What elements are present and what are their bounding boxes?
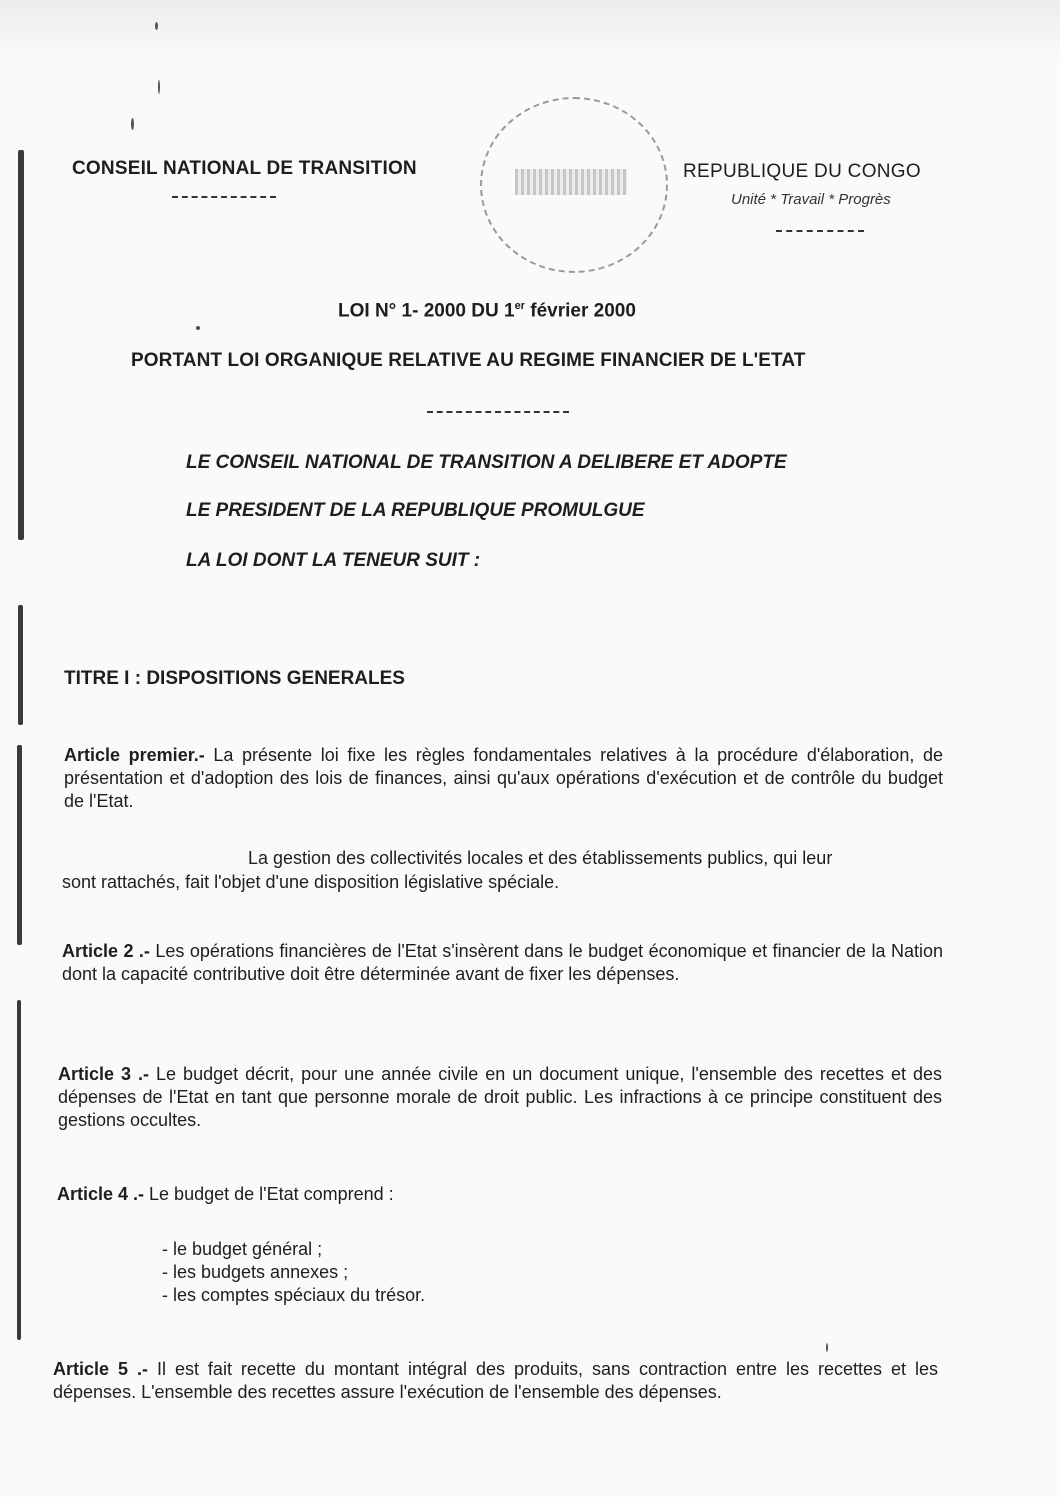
- stamp-text-illegible: [515, 169, 627, 195]
- article-1-paragraph-2: La gestion des collectivités locales et des établissements publics, qui leur: [248, 848, 833, 868]
- scan-shadow: [0, 0, 1060, 60]
- article-3: Article 3 .- Le budget décrit, pour une année civile en un document unique, l'ensemble des recettes et des dépenses de l'Etat en tant que personne morale de droit public. Les infractions à ce principe constituent des gestions occultes.: [58, 1064, 942, 1130]
- section-heading: TITRE I : DISPOSITIONS GENERALES: [64, 668, 405, 689]
- issuer-name: CONSEIL NATIONAL DE TRANSITION: [72, 158, 417, 179]
- scan-edge-mark: [18, 605, 23, 725]
- article-5: Article 5 .- Il est fait recette du montant intégral des produits, sans contraction entre les recettes et les dépenses. L'ensemble des recettes assure l'exécution de l'ensemble des dépenses.: [53, 1359, 938, 1402]
- article-2: Article 2 .- Les opérations financières de l'Etat s'insèrent dans le budget économique et financier de la Nation dont la capacité contributive doit être déterminée avant de fixer les dépenses.: [62, 941, 944, 984]
- scan-speck: [158, 80, 160, 94]
- divider: [172, 196, 276, 198]
- divider: [776, 230, 864, 232]
- scan-speck: [131, 118, 134, 130]
- official-stamp: [480, 97, 668, 273]
- preamble-line: LE CONSEIL NATIONAL DE TRANSITION A DELIBERE ET ADOPTE: [186, 452, 787, 473]
- scan-edge-mark: [17, 1000, 21, 1340]
- scan-speck: [196, 326, 200, 330]
- scan-edge-mark: [17, 745, 22, 945]
- preamble-line: LA LOI DONT LA TENEUR SUIT :: [186, 550, 481, 571]
- article-label: Article premier.-: [64, 745, 205, 765]
- article-4: Article 4 .- Le budget de l'Etat comprend :: [57, 1184, 394, 1204]
- list-item: - le budget général ;: [162, 1239, 323, 1259]
- preamble-line: LE PRESIDENT DE LA REPUBLIQUE PROMULGUE: [186, 500, 645, 521]
- law-number: LOI N° 1- 2000 DU 1er février 2000: [338, 300, 636, 322]
- article-label: Article 3 .-: [58, 1064, 150, 1084]
- list-item: - les budgets annexes ;: [162, 1262, 349, 1282]
- article-label: Article 5 .-: [53, 1359, 148, 1379]
- article-1: Article premier.- La présente loi fixe les règles fondamentales relatives à la procédure d'élaboration, de présentation et d'adoption des lois de finances, ainsi qu'aux opérations d'exécution et de contrôle du budget de l'Etat.: [64, 745, 944, 811]
- list-item: - les comptes spéciaux du trésor.: [162, 1285, 426, 1305]
- divider: [427, 411, 569, 413]
- scan-edge-mark: [18, 150, 24, 540]
- article-1-paragraph-2: sont rattachés, fait l'objet d'une disposition législative spéciale.: [62, 872, 560, 892]
- law-subject: PORTANT LOI ORGANIQUE RELATIVE AU REGIME FINANCIER DE L'ETAT: [131, 350, 806, 371]
- article-label: Article 2 .-: [62, 941, 150, 961]
- scan-speck: [826, 1343, 828, 1352]
- article-label: Article 4 .-: [57, 1184, 145, 1204]
- national-motto: Unité * Travail * Progrès: [731, 191, 891, 208]
- country-name: REPUBLIQUE DU CONGO: [683, 161, 921, 182]
- scan-speck: [155, 22, 158, 30]
